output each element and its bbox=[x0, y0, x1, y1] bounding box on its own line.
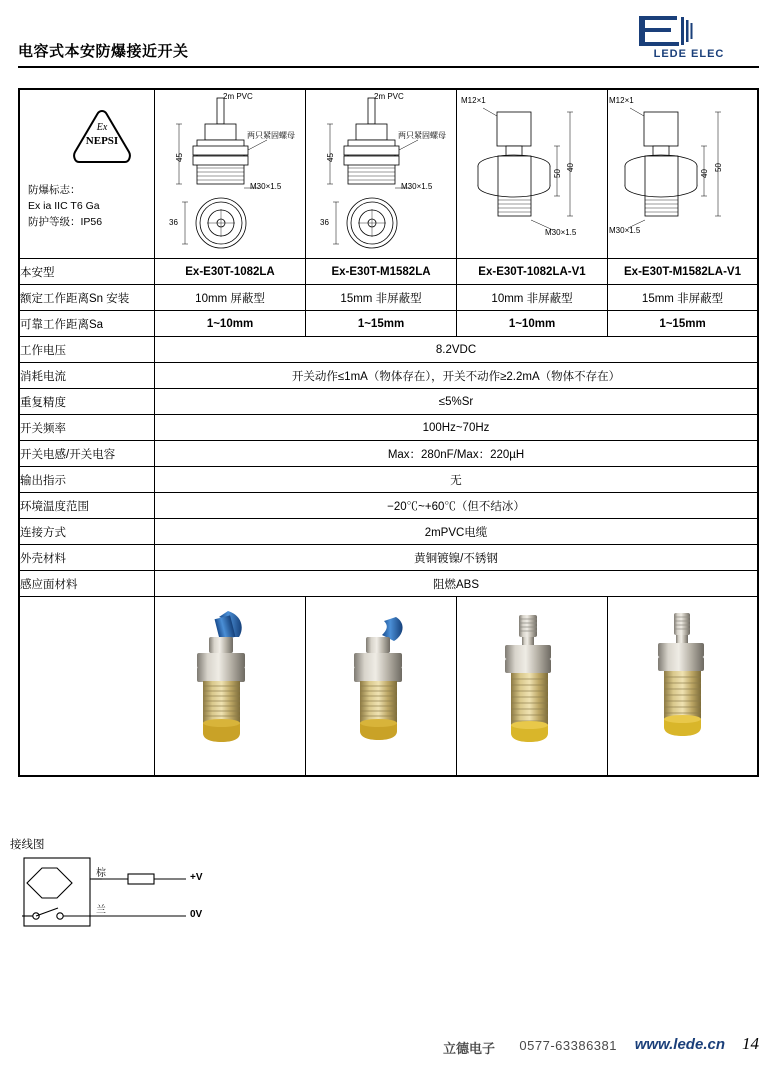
logo-text: LEDE ELEC bbox=[653, 48, 725, 60]
dim-nut-2: 两只紧固螺母 bbox=[398, 131, 446, 140]
footer-website[interactable]: www.lede.cn bbox=[634, 1036, 725, 1053]
row-value: 阻燃ABS bbox=[155, 571, 758, 597]
dim-a-4: 50 bbox=[714, 163, 723, 172]
row-value: 1~10mm bbox=[155, 311, 306, 337]
table-row bbox=[20, 571, 758, 597]
row-label: 工作电压 bbox=[20, 337, 155, 363]
drawing-cell-2 bbox=[306, 90, 457, 259]
row-value: 10mm 屏蔽型 bbox=[155, 285, 306, 311]
dim-thread-1: M30×1.5 bbox=[250, 182, 282, 191]
row-label: 外壳材料 bbox=[20, 545, 155, 571]
row-label: 消耗电流 bbox=[20, 363, 155, 389]
ex-marking-line1: 防爆标志： bbox=[28, 184, 81, 196]
dim-height-1: 45 bbox=[175, 153, 184, 162]
row-value: Ex-E30T-1082LA-V1 bbox=[457, 259, 608, 285]
row-value: Ex-E30T-1082LA bbox=[155, 259, 306, 285]
photo-m1582la bbox=[306, 601, 456, 761]
table-row bbox=[20, 259, 758, 285]
photo-cell-2 bbox=[306, 597, 457, 776]
ex-marking-line3: 防护等级：IP56 bbox=[28, 216, 103, 228]
row-value: ≤5%Sr bbox=[155, 389, 758, 415]
table-row bbox=[20, 389, 758, 415]
row-label: 环境温度范围 bbox=[20, 493, 155, 519]
footer-page-number: 14 bbox=[742, 1034, 759, 1053]
drawing-cell-3 bbox=[457, 90, 608, 259]
company-logo bbox=[619, 14, 759, 62]
nepsi-text: NEPSI bbox=[85, 135, 119, 147]
page-header bbox=[0, 0, 777, 72]
drawing-cell-4 bbox=[608, 90, 758, 259]
dim-thread-2: M30×1.5 bbox=[401, 182, 433, 191]
row-value: 10mm 非屏蔽型 bbox=[457, 285, 608, 311]
nepsi-badge-icon bbox=[70, 108, 134, 166]
ex-symbol-text: Ex bbox=[96, 122, 108, 133]
photo-1082la-v1 bbox=[457, 601, 607, 761]
wire-label-plus-v: +V bbox=[190, 872, 203, 883]
row-label: 开关频率 bbox=[20, 415, 155, 441]
drawing-1082la bbox=[155, 90, 305, 258]
table-row bbox=[20, 311, 758, 337]
dim-thread-3: M30×1.5 bbox=[545, 228, 577, 237]
table-row bbox=[20, 363, 758, 389]
row-value: Ex-E30T-M1582LA-V1 bbox=[608, 259, 758, 285]
ex-marking-text bbox=[28, 182, 102, 230]
dim-nut-1: 两只紧固螺母 bbox=[247, 131, 295, 140]
row-value: 黄铜镀镍/不锈钢 bbox=[155, 545, 758, 571]
table-row bbox=[20, 441, 758, 467]
drawing-cell-1 bbox=[155, 90, 306, 259]
dim-a-3: 50 bbox=[553, 169, 562, 178]
dim-b-4: 40 bbox=[700, 169, 709, 178]
table-row bbox=[20, 467, 758, 493]
row-label: 开关电感/开关电容 bbox=[20, 441, 155, 467]
dim-connector-3: M12×1 bbox=[461, 96, 486, 105]
dim-thread-4: M30×1.5 bbox=[609, 226, 641, 235]
header-divider bbox=[18, 66, 759, 68]
drawing-m1582la bbox=[306, 90, 456, 258]
dim-face-1: 36 bbox=[169, 218, 178, 227]
row-value: 开关动作≤1mA（物体存在），开关不动作≥2.2mA（物体不存在） bbox=[155, 363, 758, 389]
photo-m1582la-v1 bbox=[608, 601, 758, 761]
row-value: 无 bbox=[155, 467, 758, 493]
table-row bbox=[20, 545, 758, 571]
row-value: −20℃~+60℃（但不结冰） bbox=[155, 493, 758, 519]
row-value: 15mm 非屏蔽型 bbox=[608, 285, 758, 311]
row-label: 重复精度 bbox=[20, 389, 155, 415]
spec-table-container bbox=[18, 88, 759, 777]
table-row bbox=[20, 337, 758, 363]
drawing-m1582la-v1 bbox=[608, 90, 757, 258]
dim-height-2: 45 bbox=[326, 153, 335, 162]
table-row bbox=[20, 285, 758, 311]
wire-label-brown: 棕 bbox=[96, 868, 106, 879]
ex-marking-line2: Ex ia IIC T6 Ga bbox=[28, 200, 100, 212]
wire-label-zero-v: 0V bbox=[190, 909, 203, 920]
row-label: 连接方式 bbox=[20, 519, 155, 545]
drawing-1082la-v1 bbox=[457, 90, 607, 258]
page-title: 电容式本安防爆接近开关 bbox=[18, 43, 189, 60]
footer-company: 立德电子 bbox=[442, 1041, 495, 1056]
photo-cell-3 bbox=[457, 597, 608, 776]
row-label: 可靠工作距离Sa bbox=[20, 311, 155, 337]
dim-connector-4: M12×1 bbox=[609, 96, 634, 105]
row-label: 额定工作距离Sn 安装 bbox=[20, 285, 155, 311]
photo-cell-4 bbox=[608, 597, 758, 776]
wiring-diagram bbox=[10, 852, 270, 952]
row-value: 1~15mm bbox=[608, 311, 758, 337]
logo-mark-icon bbox=[637, 14, 695, 48]
footer-phone: 0577-63386381 bbox=[519, 1038, 617, 1053]
photo-1082la bbox=[155, 601, 305, 761]
spec-table bbox=[19, 89, 758, 776]
dim-face-2: 36 bbox=[320, 218, 329, 227]
row-label: 输出指示 bbox=[20, 467, 155, 493]
row-value: 1~10mm bbox=[457, 311, 608, 337]
row-value: 1~15mm bbox=[306, 311, 457, 337]
ex-badge-cell bbox=[20, 90, 155, 259]
row-value: 2mPVC电缆 bbox=[155, 519, 758, 545]
table-row bbox=[20, 493, 758, 519]
photo-cell-1 bbox=[155, 597, 306, 776]
row-label: 本安型 bbox=[20, 259, 155, 285]
photo-cell-empty bbox=[20, 597, 155, 776]
row-value: Max：280nF/Max：220µH bbox=[155, 441, 758, 467]
row-label: 感应面材料 bbox=[20, 571, 155, 597]
drawings-row bbox=[20, 90, 758, 259]
table-row bbox=[20, 415, 758, 441]
table-row bbox=[20, 519, 758, 545]
row-value: Ex-E30T-M1582LA bbox=[306, 259, 457, 285]
row-value: 100Hz~70Hz bbox=[155, 415, 758, 441]
dim-b-3: 40 bbox=[566, 163, 575, 172]
photos-row bbox=[20, 597, 758, 776]
dim-cable-2: 2m PVC bbox=[374, 92, 404, 101]
wire-label-blue: 兰 bbox=[96, 905, 106, 916]
row-value: 15mm 非屏蔽型 bbox=[306, 285, 457, 311]
dim-cable-1: 2m PVC bbox=[223, 92, 253, 101]
page-footer bbox=[0, 1034, 777, 1074]
row-value: 8.2VDC bbox=[155, 337, 758, 363]
wiring-diagram-title: 接线图 bbox=[10, 839, 45, 851]
